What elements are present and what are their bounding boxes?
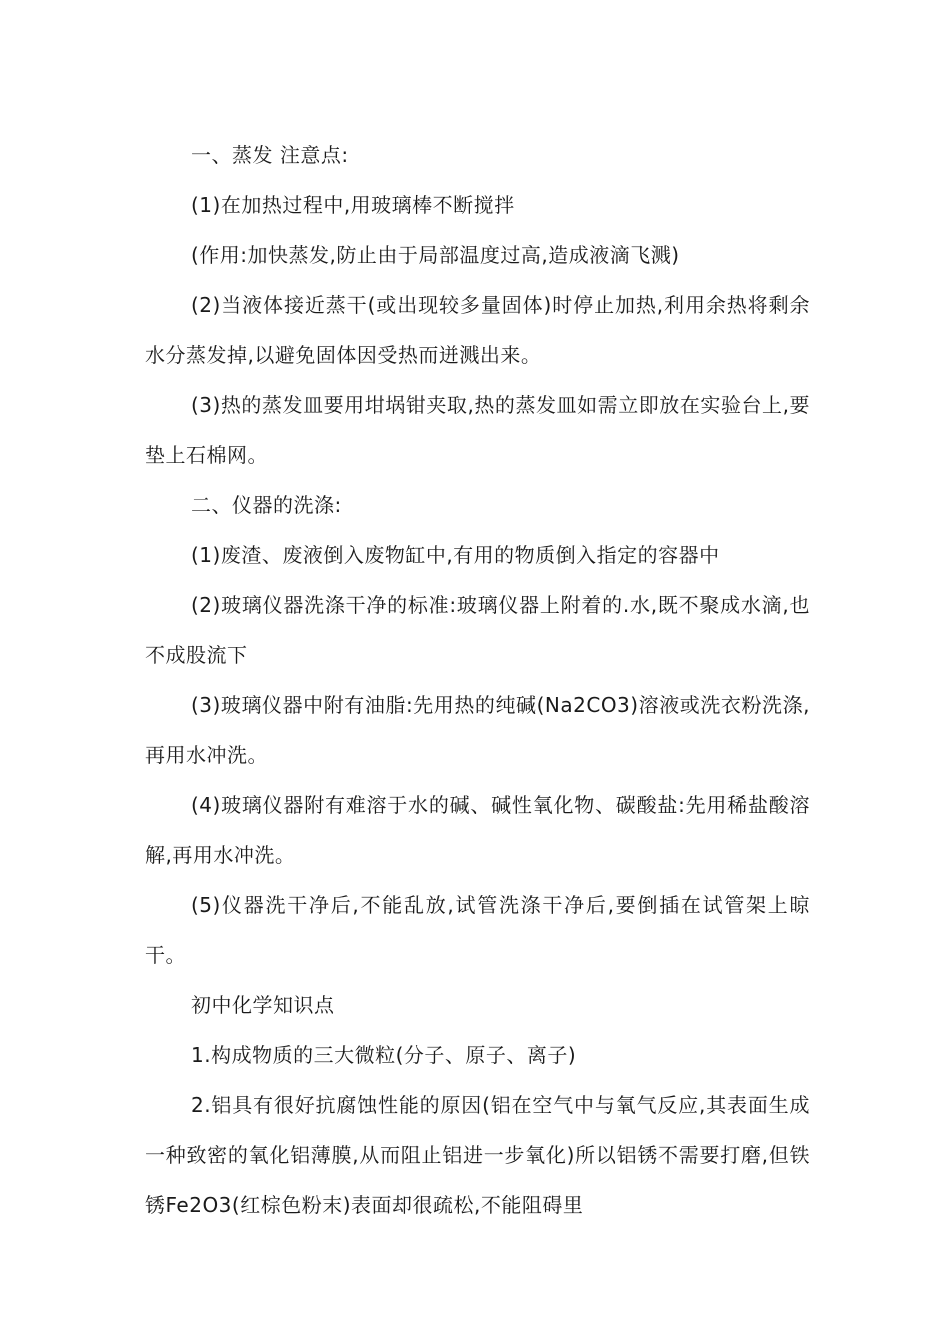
document-body <box>145 130 810 1230</box>
paragraph-evaporation-2: (2)当液体接近蒸干(或出现较多量固体)时停止加热,利用余热将剩余水分蒸发掉,以避免固体因受热而迸溅出来。 <box>145 293 810 367</box>
paragraph-washing-4: (4)玻璃仪器附有难溶于水的碱、碱性氧化物、碳酸盐:先用稀盐酸溶解,再用水冲洗。 <box>145 793 810 867</box>
paragraph-knowledge-1: 1.构成物质的三大微粒(分子、原子、离子) <box>191 1043 577 1067</box>
paragraph-washing-3: (3)玻璃仪器中附有油脂:先用热的纯碱(Na2CO3)溶液或洗衣粉洗涤,再用水冲洗。 <box>145 693 810 767</box>
paragraph-evaporation-3: (3)热的蒸发皿要用坩埚钳夹取,热的蒸发皿如需立即放在实验台上,要垫上石棉网。 <box>145 393 810 467</box>
section-heading-washing: 二、仪器的洗涤: <box>191 493 342 517</box>
paragraph-evaporation-1: (1)在加热过程中,用玻璃棒不断搅拌 <box>191 193 515 217</box>
paragraph-washing-2: (2)玻璃仪器洗涤干净的标准:玻璃仪器上附着的.水,既不聚成水滴,也不成股流下 <box>145 593 810 667</box>
section-heading-evaporation: 一、蒸发 注意点: <box>191 143 349 167</box>
paragraph-washing-5: (5)仪器洗干净后,不能乱放,试管洗涤干净后,要倒插在试管架上晾干。 <box>145 893 810 967</box>
paragraph-evaporation-purpose: (作用:加快蒸发,防止由于局部温度过高,造成液滴飞溅) <box>191 243 680 267</box>
paragraph-washing-1: (1)废渣、废液倒入废物缸中,有用的物质倒入指定的容器中 <box>191 543 720 567</box>
paragraph-knowledge-2: 2.铝具有很好抗腐蚀性能的原因(铝在空气中与氧气反应,其表面生成一种致密的氧化铝薄膜,从而阻止铝进一步氧化)所以铝锈不需要打磨,但铁锈Fe2O3(红棕色粉末)表面却很疏松,不能阻碍里 <box>145 1093 810 1217</box>
section-heading-knowledge: 初中化学知识点 <box>191 993 335 1017</box>
